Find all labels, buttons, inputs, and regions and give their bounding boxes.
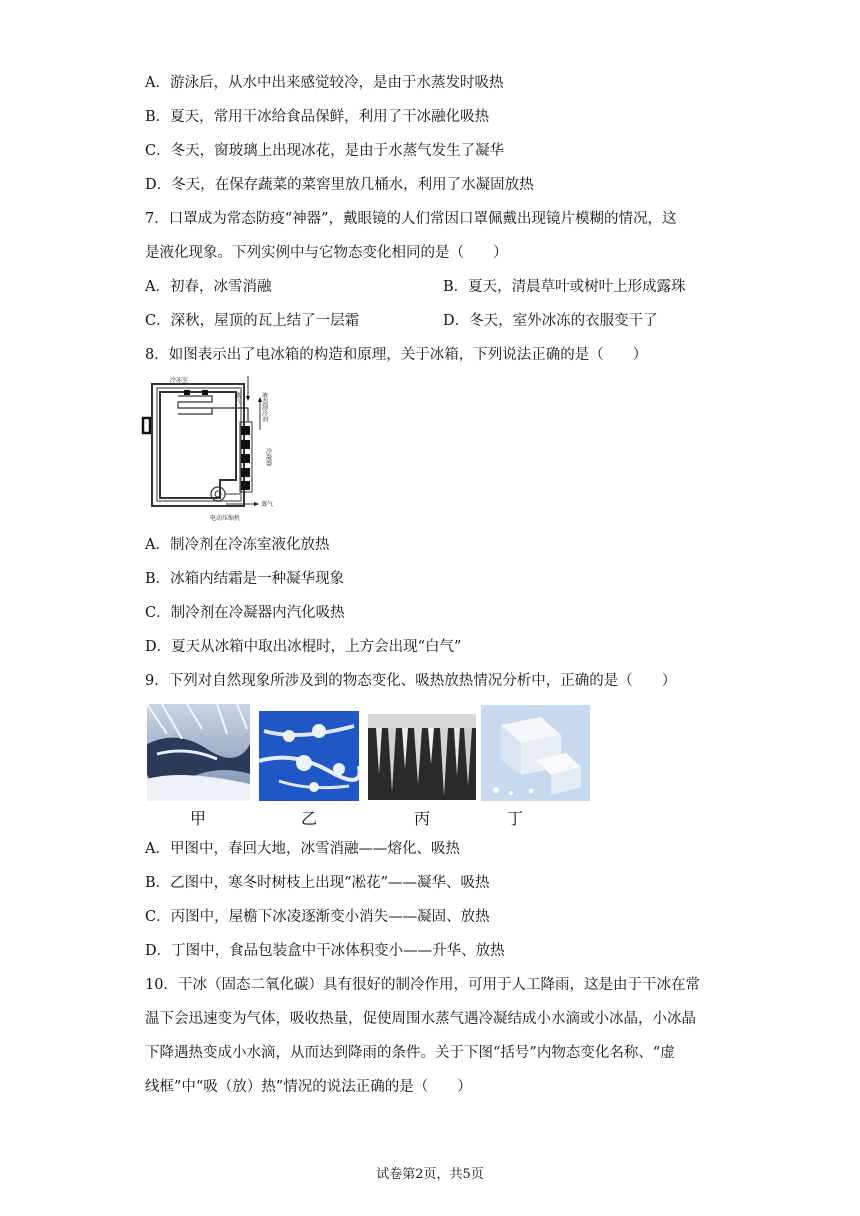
- q6-option-b: B．夏天，常用干冰给食品保鲜，利用了干冰融化吸热: [145, 109, 490, 125]
- q7-option-a: A．初春，冰雪消融: [145, 279, 272, 295]
- q6-option-d: D．冬天，在保存蔬菜的菜窖里放几桶水，利用了水凝固放热: [145, 177, 534, 193]
- label-freezer: 冷冻室: [170, 377, 189, 384]
- label-condenser: 冷凝器: [264, 448, 272, 466]
- caption-yi: 乙: [300, 809, 317, 828]
- q10-line2: 温下会迅速变为气体，吸收热量，促使周围水蒸气遇冷凝结成小水滴或小冰晶，小冰晶: [145, 1011, 696, 1027]
- caption-jia: 甲: [189, 809, 206, 828]
- q9-option-b: B．乙图中，寒冬时树枝上出现“凇花”——凝华、吸热: [145, 875, 490, 891]
- q9-option-c: C．丙图中，屋檐下冰凌逐渐变小消失——凝固、放热: [145, 909, 490, 925]
- q8-option-b: B．冰箱内结霜是一种凝华现象: [145, 571, 345, 587]
- caption-bing: 丙: [413, 809, 430, 828]
- q7-stem-line2: 是液化现象。下列实例中与它物态变化相同的是（ ）: [145, 245, 508, 261]
- refrigerator-diagram: [140, 370, 300, 525]
- label-vapor-bottom: 蒸气: [261, 501, 274, 508]
- q7-stem-line1: 7．口罩成为常态防疫“神器”，戴眼镜的人们常因口罩佩戴出现镜片模糊的情况，这: [145, 211, 677, 227]
- q9-stem: 9．下列对自然现象所涉及到的物态变化、吸热放热情况分析中，正确的是（ ）: [145, 673, 677, 689]
- q10-line3: 下降遇热变成小水滴，从而达到降雨的条件。关于下图“括号”内物态变化名称、“虚: [145, 1045, 675, 1061]
- q8-option-c: C．制冷剂在冷凝器内汽化吸热: [145, 605, 345, 621]
- q6-option-c: C．冬天，窗玻璃上出现冰花，是由于水蒸气发生了凝华: [145, 143, 505, 159]
- label-liquid-refrigerant: 液态制冷剂: [260, 392, 268, 422]
- q9-option-d: D．丁图中，食品包装盒中干冰体积变小——升华、放热: [145, 943, 505, 959]
- label-vapor-top: 蒸气: [233, 392, 241, 404]
- photo-dry-ice: [481, 705, 590, 801]
- photo-snowy-stream: [147, 704, 250, 801]
- photo-icicles: [368, 714, 476, 800]
- q8-stem: 8．如图表示出了电冰箱的构造和原理，关于冰箱，下列说法正确的是（ ）: [145, 347, 648, 363]
- q10-line4: 线框”中“吸（放）热”情况的说法正确的是（ ）: [145, 1079, 472, 1095]
- q10-line1: 10．干冰（固态二氧化碳）具有很好的制冷作用，可用于人工降雨，这是由于干冰在常: [145, 977, 700, 993]
- q7-option-b: B．夏天，清晨草叶或树叶上形成露珠: [443, 279, 686, 295]
- photo-rime-branches: [259, 711, 359, 801]
- caption-ding: 丁: [506, 809, 523, 828]
- q9-option-a: A．甲图中，春回大地，冰雪消融——熔化、吸热: [145, 841, 460, 857]
- q8-option-d: D．夏天从冰箱中取出冰棍时，上方会出现“白气”: [145, 639, 462, 655]
- label-compressor: 电动压缩机: [210, 515, 241, 522]
- q6-option-a: A．游泳后，从水中出来感觉较冷，是由于水蒸发时吸热: [145, 75, 504, 91]
- q8-option-a: A．制冷剂在冷冻室液化放热: [145, 537, 330, 553]
- q7-option-d: D．冬天，室外冰冻的衣服变干了: [443, 313, 658, 329]
- q7-option-c: C．深秋，屋顶的瓦上结了一层霜: [145, 313, 360, 329]
- page-footer: 试卷第2页，共5页: [376, 1167, 484, 1182]
